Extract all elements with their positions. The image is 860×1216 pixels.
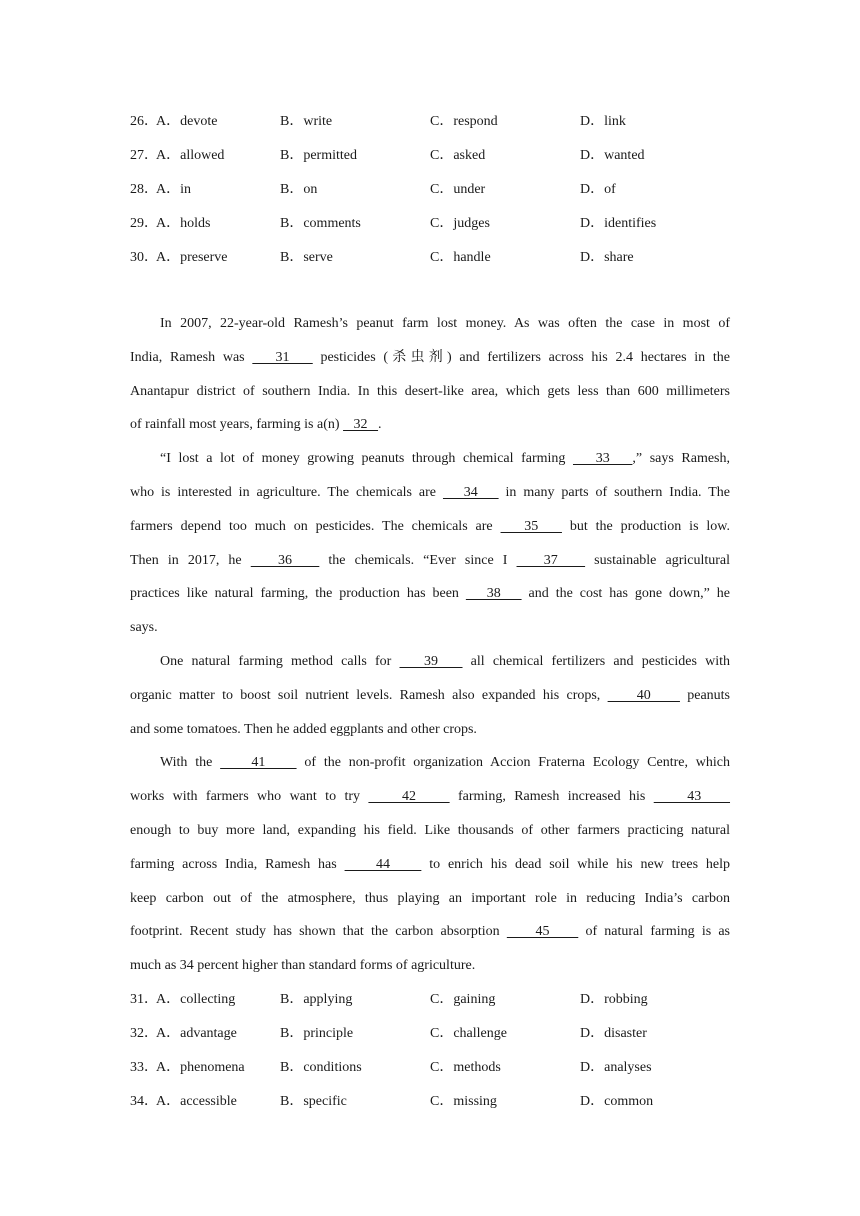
answer-blank: 38 [465, 586, 522, 602]
option-b: B．write [280, 114, 333, 129]
passage-line [130, 915, 730, 949]
passage-text: farmers depend too much on pesticides. The chemicals are [130, 518, 501, 534]
passage-text: works with farmers who want to try [130, 789, 369, 805]
passage-text: Then in 2017, he [130, 552, 251, 568]
question-number: 34． [130, 1093, 158, 1109]
passage-text: organic matter to boost soil nutrient levels. Ramesh also expanded his crops, [130, 687, 608, 703]
option-b: B．applying [280, 992, 353, 1007]
passage-text: practices like natural farming, the production has been [130, 586, 466, 602]
reading-passage [130, 307, 730, 983]
passage-line: says. [130, 620, 158, 636]
option-c: C．handle [430, 249, 491, 265]
question-number: 33． [130, 1059, 158, 1075]
answer-blank: 45 [506, 924, 579, 940]
answer-blank: 40 [607, 687, 680, 703]
passage-text: “I lost a lot of money growing peanuts through chemical farming [160, 451, 573, 467]
option-b: B．conditions [280, 1059, 362, 1075]
passage-text: but the production is low. [561, 518, 731, 534]
answer-blank: 36 [250, 552, 320, 568]
option-c: C．respond [430, 114, 498, 129]
passage-text: who is interested in agriculture. The chemicals are [130, 484, 443, 500]
passage-line [130, 679, 730, 713]
option-d: D．disaster [580, 1025, 647, 1041]
answer-blank: 37 [516, 552, 586, 568]
passage-text: farming, Ramesh increased his [449, 789, 654, 805]
answer-blank: 44 [344, 856, 422, 872]
passage-text: sustainable agricultural [585, 552, 731, 568]
passage-line [130, 341, 730, 375]
option-c: C．methods [430, 1059, 501, 1075]
passage-text: farming across India, Ramesh has [130, 856, 345, 872]
option-a: A．advantage [156, 1025, 237, 1041]
option-b: B．permitted [280, 147, 357, 163]
passage-line [130, 577, 730, 611]
question-number: 31． [130, 992, 158, 1007]
option-a: A．collecting [156, 992, 236, 1007]
option-c: C．missing [430, 1093, 497, 1109]
option-c: C．gaining [430, 992, 496, 1007]
answer-blank: 42 [368, 789, 450, 805]
passage-line [130, 442, 730, 476]
option-c: C．under [430, 181, 486, 197]
question-number: 28． [130, 181, 158, 197]
question-number: 29． [130, 215, 158, 231]
option-a: A．holds [156, 215, 211, 231]
passage-text: in many parts of southern India. The [498, 484, 731, 500]
passage-text: One natural farming method calls for [160, 653, 400, 669]
passage-text: peanuts [679, 687, 731, 703]
passage-line [130, 544, 730, 578]
option-a: A．accessible [156, 1093, 237, 1109]
passage-line [130, 476, 730, 510]
passage-text: With the [160, 755, 221, 771]
answer-blank: 35 [500, 518, 562, 534]
passage-text: of rainfall most years, farming is a(n) [130, 417, 344, 433]
option-d: D．identifies [580, 215, 657, 231]
passage-line: much as 34 percent higher than standard forms of agriculture. [130, 958, 476, 974]
passage-text: of natural farming is as [578, 924, 731, 940]
answer-blank: 34 [442, 484, 499, 500]
answer-blank: 32 [343, 417, 379, 433]
option-a: A．devote [156, 114, 218, 129]
passage-text: India, Ramesh was [130, 349, 253, 365]
answer-blank: 39 [399, 653, 463, 669]
passage-text: all chemical fertilizers and pesticides with [462, 653, 730, 669]
passage-line [130, 408, 730, 442]
option-d: D．wanted [580, 147, 645, 163]
option-d: D．robbing [580, 992, 648, 1007]
option-d: D．common [580, 1093, 654, 1109]
passage-line [130, 645, 730, 679]
answer-blank: 43 [653, 789, 731, 805]
question-number: 32． [130, 1025, 158, 1041]
answer-blank: 31 [252, 349, 313, 365]
passage-line: enough to buy more land, expanding his field. Like thousands of other farmers practicing natural [130, 822, 730, 838]
option-b: B．principle [280, 1025, 354, 1041]
option-d: D．of [580, 181, 616, 197]
option-b: B．serve [280, 249, 333, 265]
passage-text: of the non-profit organization Accion Fraterna Ecology Centre, which [296, 755, 731, 771]
passage-text: the chemicals. “Ever since I [319, 552, 517, 568]
option-a: A．phenomena [156, 1059, 245, 1075]
passage-text: . [378, 417, 382, 433]
option-c: C．judges [430, 215, 490, 231]
passage-text: to enrich his dead soil while his new trees help [421, 856, 730, 872]
answer-blank: 41 [220, 755, 297, 771]
question-number: 27． [130, 147, 158, 163]
answer-blank: 33 [572, 451, 633, 467]
passage-line: In 2007, 22-year-old Ramesh’s peanut farm lost money. As was often the case in most of [160, 316, 730, 331]
option-a: A．preserve [156, 249, 228, 265]
question-number: 26． [130, 114, 158, 129]
passage-line: and some tomatoes. Then he added eggplants and other crops. [130, 721, 477, 737]
passage-line [130, 848, 730, 882]
option-d: D．share [580, 249, 634, 265]
option-d: D．link [580, 114, 626, 129]
passage-text: pesticides (杀虫剂) and fertilizers across his 2.4 hectares in the [312, 349, 731, 365]
option-b: B．on [280, 181, 318, 197]
option-d: D．analyses [580, 1059, 652, 1075]
passage-line: keep carbon out of the atmosphere, thus playing an important role in reducing India’s carbon [130, 890, 730, 906]
passage-line [130, 510, 730, 544]
passage-text: ,” says Ramesh, [632, 451, 730, 467]
passage-text: footprint. Recent study has shown that the carbon absorption [130, 924, 507, 940]
option-a: A．in [156, 181, 191, 197]
passage-line: Anantapur district of southern India. In this desert-like area, which gets less than 600 millimeters [130, 383, 730, 399]
option-a: A．allowed [156, 147, 225, 163]
option-b: B．specific [280, 1093, 347, 1109]
option-c: C．asked [430, 147, 486, 163]
passage-line [130, 780, 730, 814]
option-b: B．comments [280, 215, 361, 231]
option-c: C．challenge [430, 1025, 507, 1041]
passage-text: and the cost has gone down,” he [521, 586, 731, 602]
passage-line [130, 746, 730, 780]
question-number: 30． [130, 249, 158, 265]
